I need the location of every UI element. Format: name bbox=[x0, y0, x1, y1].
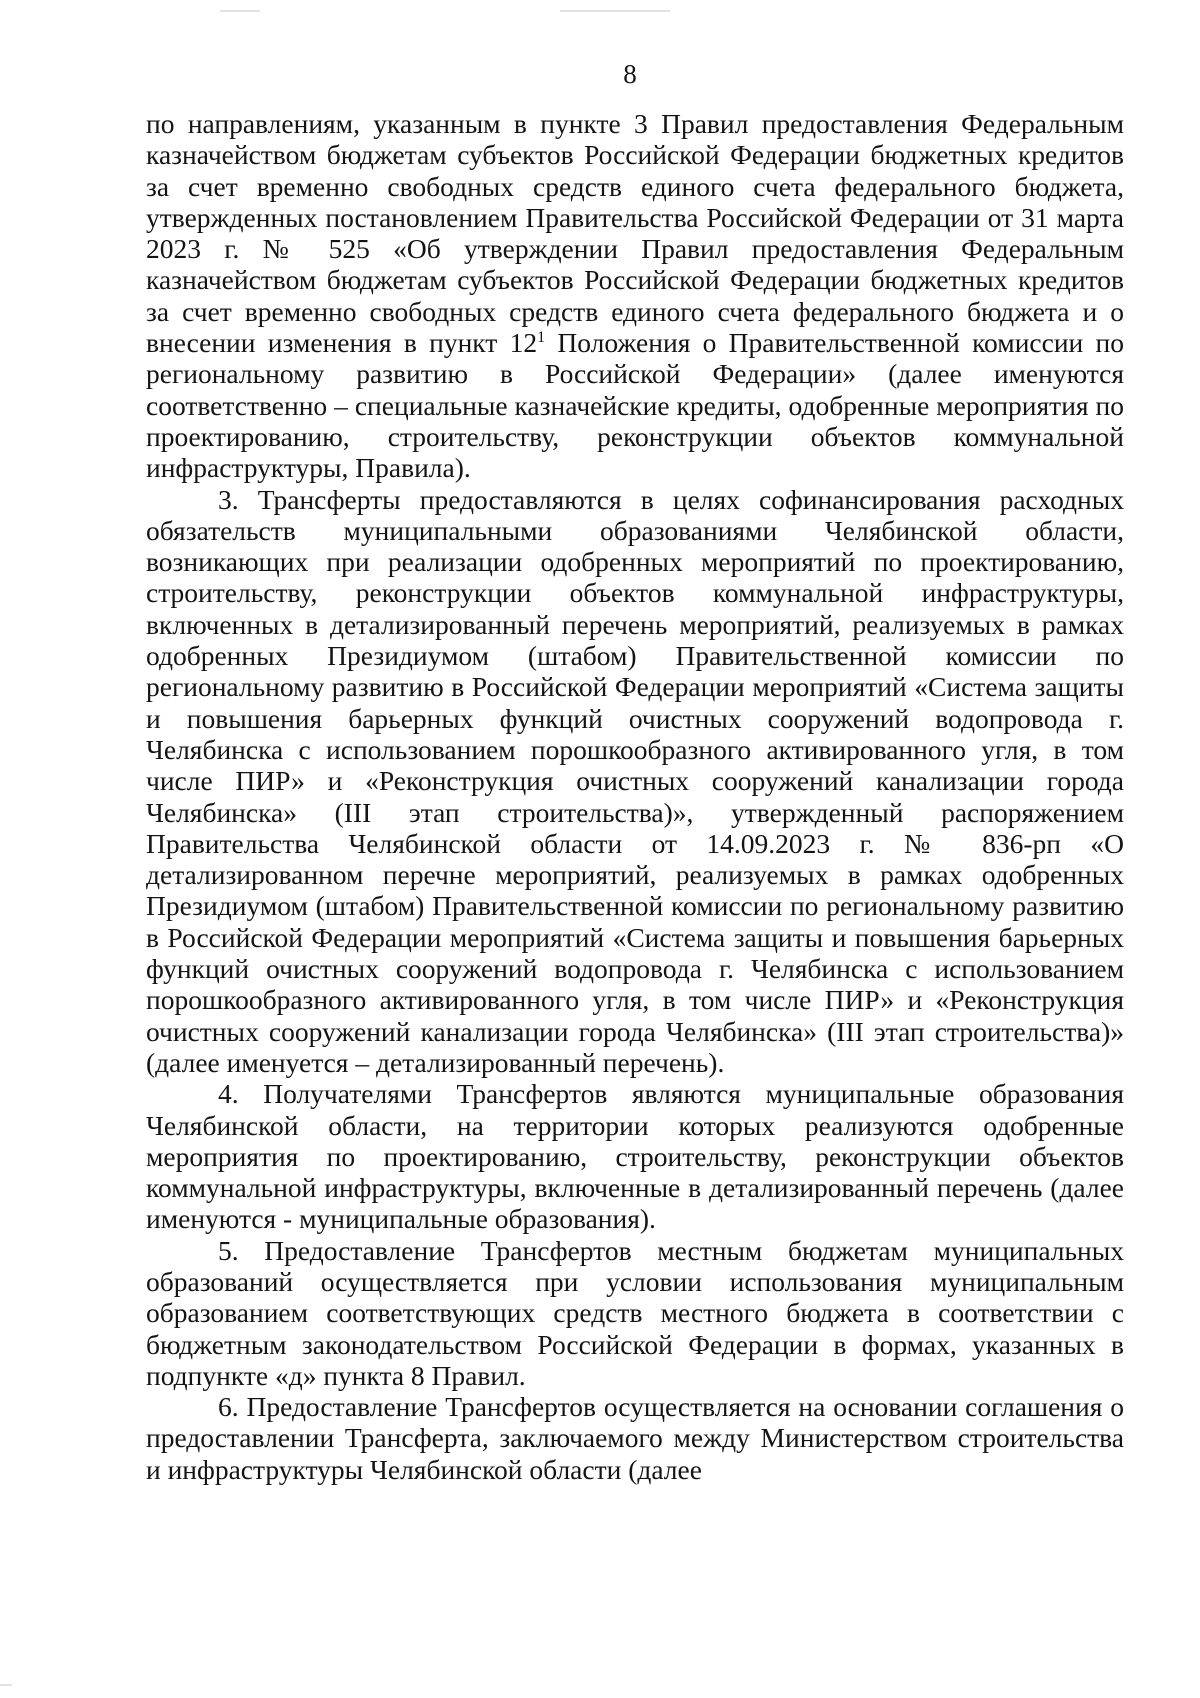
superscript: 1 bbox=[537, 329, 546, 347]
paragraph-text: 4. Получателями Трансфертов являются муниципальные образования Челябинской области, на территории которых реализуются одобренные мероприятия по проектированию, строительству, реконструкции объектов коммунальной инфраструктуры, включенные в детализированный перечень (далее именуются - муниципальные образования). bbox=[146, 1078, 1124, 1235]
paragraph-text: 3. Трансферты предоставляются в целях софинансирования расходных обязательств муниципальными образованиями Челябинской области, возникающих при реализации одобренных мероприятий по проектированию, строительству, реконструкции объектов коммунальной инфраструктуры, включенных в детализированный перечень мероприятий, реализуемых в рамках одобренных Президиумом (штабом) Правительственной комиссии по региональному развитию в Российской Федерации мероприятий «Система защиты и повышения барьерных функций очистных сооружений водопровода г. Челябинска с использованием порошкообразного активированного угля, в том числе ПИР» и «Реконструкция очистных сооружений канализации города Челябинска» (III этап строительства)», утвержденный распоряжением Правительства Челябинской области от 14.09.2023 г. № 836-рп «О детализированном перечне мероприятий, реализуемых в рамках одобренных Президиумом (штабом) Правительственной комиссии по региональному развитию в Российской Федерации мероприятий «Система защиты и повышения барьерных функций очистных сооружений водопровода г. Челябинска с использованием порошкообразного активированного угля, в том числе ПИР» и «Реконструкция очистных сооружений канализации города Челябинска» (III этап строительства)» (далее именуется – детализированный перечень). bbox=[146, 483, 1124, 1078]
scan-artifact bbox=[220, 10, 260, 12]
document-body bbox=[146, 108, 1124, 1485]
scan-artifact bbox=[0, 1684, 12, 1686]
page-number: 8 bbox=[623, 59, 637, 89]
paragraph-text: 5. Предоставление Трансфертов местным бюджетам муниципальных образований осуществляется при условии использования муниципальным образованием соответствующих средств местного бюджета в соответствии с бюджетным законодательством Российской Федерации в формах, указанных в подпункте «д» пункта 8 Правил. bbox=[146, 1234, 1124, 1391]
paragraph-text: по направлениям, указанным в пункте 3 Правил предоставления Федеральным казначейством бюджетам субъектов Российской Федерации бюджетных кредитов за счет временно свободных средств единого счета федерального бюджета, утвержденных постановлением Правительства Российской Федерации от 31 марта 2023 г. № 525 «Об утверждении Правил предоставления Федеральным казначейством бюджетам субъектов Российской Федерации бюджетных кредитов за счет временно свободных средств единого счета федерального бюджета и о внесении изменения в пункт 12 bbox=[146, 108, 1124, 359]
paragraph-text: Положения о Правительственной комиссии по региональному развитию в Российской Федерации» (далее именуются соответственно – специальные казначейские кредиты, одобренные мероприятия по проектированию, строительству, реконструкции объектов коммунальной инфраструктуры, Правила). bbox=[146, 327, 1124, 484]
scan-artifact bbox=[560, 10, 670, 12]
paragraph-item-4 bbox=[146, 1078, 1124, 1234]
paragraph-item-3 bbox=[146, 484, 1124, 1079]
paragraph-item-6 bbox=[146, 1391, 1124, 1485]
paragraph-item-5 bbox=[146, 1235, 1124, 1391]
paragraph-continuation bbox=[146, 108, 1124, 484]
paragraph-text: 6. Предоставление Трансфертов осуществляется на основании соглашения о предоставлении Трансферта, заключаемого между Министерством строительства и инфраструктуры Челябинской области (далее bbox=[146, 1391, 1124, 1485]
